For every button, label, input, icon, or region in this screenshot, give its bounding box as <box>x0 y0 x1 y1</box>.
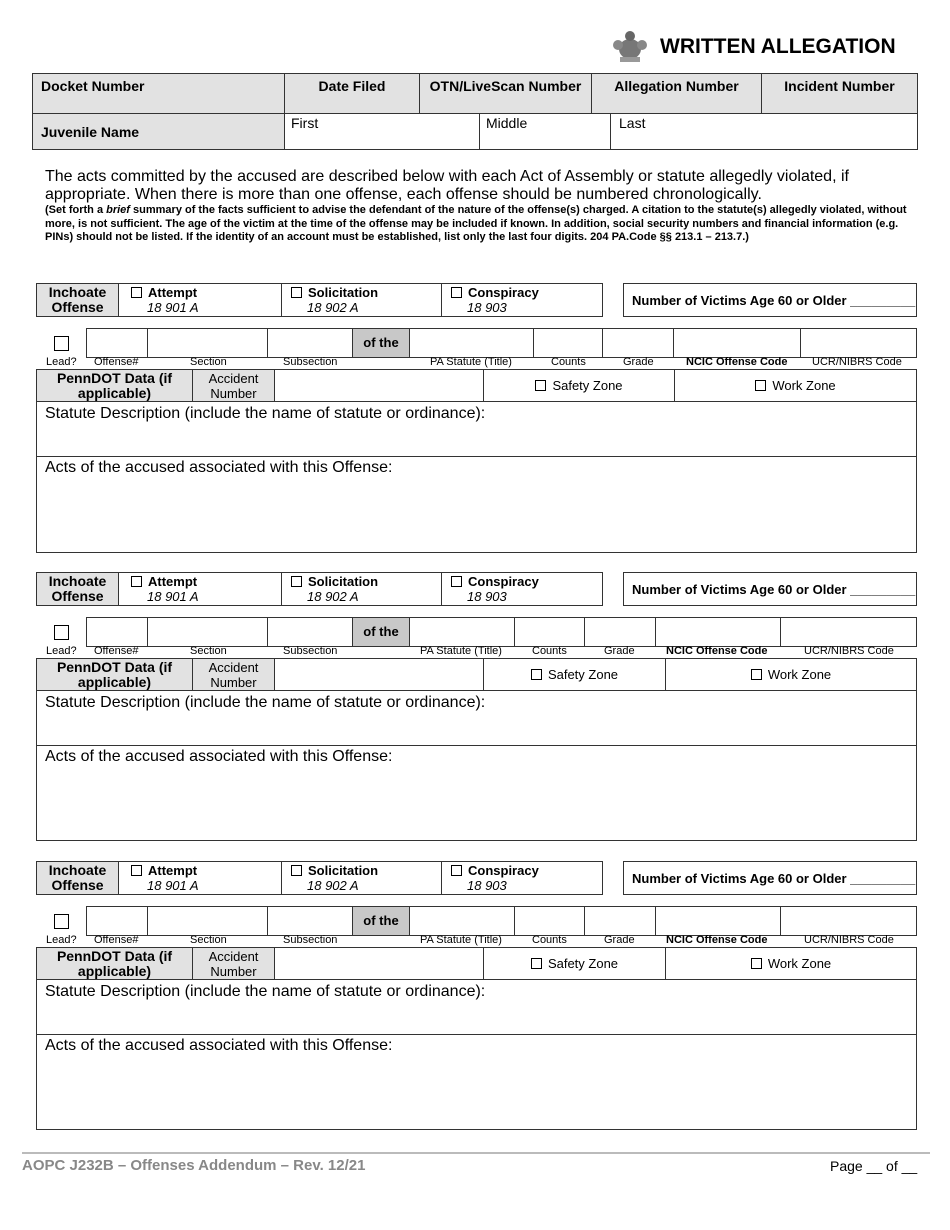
grade-input[interactable] <box>584 617 656 647</box>
victims-age-60-field[interactable]: Number of Victims Age 60 or Older _________ <box>623 861 917 895</box>
footer-divider <box>22 1152 930 1154</box>
form-title-text: WRITTEN ALLEGATION <box>660 35 896 58</box>
solicitation-option[interactable]: Solicitation 18 902 A <box>291 863 378 895</box>
safety-zone-checkbox[interactable] <box>531 669 542 680</box>
work-zone-checkbox[interactable] <box>751 669 762 680</box>
incident-number-field[interactable]: Incident Number <box>762 74 918 114</box>
ucr-nibrs-input[interactable] <box>780 906 917 936</box>
work-zone-option[interactable]: Work Zone <box>666 948 916 979</box>
juvenile-name-label: Juvenile Name <box>33 114 285 150</box>
lead-checkbox-cell[interactable] <box>36 617 86 647</box>
statute-description-box[interactable] <box>36 980 917 1035</box>
lead-checkbox[interactable] <box>54 336 69 351</box>
conspiracy-checkbox[interactable] <box>451 287 462 298</box>
statute-description-box[interactable] <box>36 691 917 746</box>
conspiracy-option[interactable]: Conspiracy 18 903 <box>451 285 539 317</box>
pennsylvania-seal-icon <box>610 29 650 65</box>
counts-input[interactable] <box>514 617 585 647</box>
attempt-checkbox[interactable] <box>131 865 142 876</box>
section-input[interactable] <box>147 617 268 647</box>
attempt-checkbox[interactable] <box>131 576 142 587</box>
accident-number-label: Accident Number <box>193 948 275 979</box>
solicitation-option[interactable]: Solicitation 18 902 A <box>291 574 378 606</box>
solicitation-checkbox[interactable] <box>291 287 302 298</box>
pa-statute-input[interactable] <box>409 906 515 936</box>
penndot-label: PennDOT Data (if applicable) <box>37 948 193 979</box>
statute-description-label: Statute Description (include the name of statute or ordinance): <box>45 694 486 711</box>
ucr-nibrs-input[interactable] <box>800 328 917 358</box>
safety-zone-option[interactable]: Safety Zone <box>484 370 675 401</box>
solicitation-option[interactable]: Solicitation 18 902 A <box>291 285 378 317</box>
offense-number-input[interactable] <box>86 617 148 647</box>
counts-input[interactable] <box>514 906 585 936</box>
pa-statute-input[interactable] <box>409 328 534 358</box>
offense-code-row <box>36 328 917 358</box>
accident-number-input[interactable] <box>275 370 484 401</box>
page-number: Page __ of __ <box>830 1158 918 1174</box>
section-input[interactable] <box>147 328 268 358</box>
work-zone-checkbox[interactable] <box>751 958 762 969</box>
case-info-table <box>32 73 918 150</box>
solicitation-checkbox[interactable] <box>291 865 302 876</box>
last-name-field[interactable]: Last <box>619 115 646 131</box>
acts-of-accused-box[interactable] <box>36 1034 917 1130</box>
ucr-nibrs-input[interactable] <box>780 617 917 647</box>
work-zone-option[interactable]: Work Zone <box>666 659 916 690</box>
section-input[interactable] <box>147 906 268 936</box>
form-identifier: AOPC J232B – Offenses Addendum – Rev. 12/21 <box>22 1157 366 1174</box>
offense-number-input[interactable] <box>86 328 148 358</box>
attempt-option[interactable]: Attempt 18 901 A <box>131 863 199 895</box>
work-zone-option[interactable]: Work Zone <box>675 370 916 401</box>
ncic-code-input[interactable] <box>655 617 781 647</box>
statute-description-label: Statute Description (include the name of statute or ordinance): <box>45 983 486 1000</box>
acts-of-accused-box[interactable] <box>36 456 917 553</box>
grade-input[interactable] <box>584 906 656 936</box>
of-the-label: of the <box>352 328 410 358</box>
date-filed-field[interactable]: Date Filed <box>285 74 420 114</box>
allegation-number-field[interactable]: Allegation Number <box>592 74 762 114</box>
of-the-label: of the <box>352 617 410 647</box>
attempt-checkbox[interactable] <box>131 287 142 298</box>
lead-checkbox-cell[interactable] <box>36 328 86 358</box>
pa-statute-input[interactable] <box>409 617 515 647</box>
juvenile-name-fields <box>285 114 918 150</box>
inchoate-offense-label: Inchoate Offense <box>37 284 119 316</box>
instructions-note: (Set forth a brief summary of the facts sufficient to advise the defendant of the nature of the offense(s) charged. A citation to the statute(s) allegedly violated, without more, is not sufficient. The age of the victim at the time of the offense may be included if known. In addition, social security numbers and financial information (e.g. PINs) should not be listed. If the identity of an account must be established, list only the last four digits. 204 PA.Code §§ 213.1 – 213.7.) <box>45 204 907 243</box>
conspiracy-checkbox[interactable] <box>451 576 462 587</box>
counts-input[interactable] <box>533 328 603 358</box>
safety-zone-option[interactable]: Safety Zone <box>484 948 666 979</box>
offense-code-row <box>36 906 917 936</box>
conspiracy-option[interactable]: Conspiracy 18 903 <box>451 574 539 606</box>
lead-checkbox-cell[interactable] <box>36 906 86 936</box>
offense-code-row <box>36 617 917 647</box>
docket-number-field[interactable]: Docket Number <box>33 74 285 114</box>
accident-number-input[interactable] <box>275 659 484 690</box>
work-zone-checkbox[interactable] <box>755 380 766 391</box>
instructions-text: The acts committed by the accused are described below with each Act of Assembly or statute allegedly violated, if appropriate. When there is more than one offense, each offense should be numbered chronologically. <box>45 168 849 203</box>
penndot-label: PennDOT Data (if applicable) <box>37 370 193 401</box>
statute-description-box[interactable] <box>36 402 917 457</box>
solicitation-checkbox[interactable] <box>291 576 302 587</box>
accident-number-label: Accident Number <box>193 370 275 401</box>
ncic-code-input[interactable] <box>673 328 801 358</box>
penndot-label: PennDOT Data (if applicable) <box>37 659 193 690</box>
form-title <box>610 22 896 72</box>
subsection-input[interactable] <box>267 328 353 358</box>
lead-checkbox[interactable] <box>54 625 69 640</box>
accident-number-label: Accident Number <box>193 659 275 690</box>
acts-of-accused-label: Acts of the accused associated with this Offense: <box>45 748 393 765</box>
safety-zone-checkbox[interactable] <box>531 958 542 969</box>
victims-age-60-field[interactable]: Number of Victims Age 60 or Older _________ <box>623 283 917 317</box>
acts-of-accused-label: Acts of the accused associated with this Offense: <box>45 459 393 476</box>
inchoate-offense-row <box>36 861 603 895</box>
offense-code-labels: Lead? Offense# Section Subsection PA Statute (Title) Counts Grade NCIC Offense Code UCR/NIBRS Code <box>46 934 894 946</box>
attempt-option[interactable]: Attempt 18 901 A <box>131 285 199 317</box>
offense-code-labels: Lead? Offense# Section Subsection PA Statute (Title) Counts Grade NCIC Offense Code UCR/NIBRS Code <box>46 645 894 657</box>
inchoate-offense-label: Inchoate Offense <box>37 862 119 894</box>
victims-age-60-field[interactable]: Number of Victims Age 60 or Older _________ <box>623 572 917 606</box>
safety-zone-checkbox[interactable] <box>535 380 546 391</box>
acts-of-accused-box[interactable] <box>36 745 917 841</box>
conspiracy-option[interactable]: Conspiracy 18 903 <box>451 863 539 895</box>
of-the-label: of the <box>352 906 410 936</box>
acts-of-accused-label: Acts of the accused associated with this Offense: <box>45 1037 393 1054</box>
middle-name-field[interactable]: Middle <box>480 114 611 149</box>
otn-field[interactable]: OTN/LiveScan Number <box>420 74 592 114</box>
penndot-row <box>36 658 917 691</box>
safety-zone-option[interactable]: Safety Zone <box>484 659 666 690</box>
grade-input[interactable] <box>602 328 674 358</box>
subsection-input[interactable] <box>267 617 353 647</box>
penndot-row <box>36 947 917 980</box>
offense-code-labels: Lead? Offense# Section Subsection PA Statute (Title) Counts Grade NCIC Offense Code UCR/NIBRS Code <box>46 356 902 368</box>
inchoate-offense-label: Inchoate Offense <box>37 573 119 605</box>
ncic-code-input[interactable] <box>655 906 781 936</box>
inchoate-offense-row <box>36 572 603 606</box>
subsection-input[interactable] <box>267 906 353 936</box>
first-name-field[interactable]: First <box>285 114 480 149</box>
accident-number-input[interactable] <box>275 948 484 979</box>
statute-description-label: Statute Description (include the name of statute or ordinance): <box>45 405 486 422</box>
penndot-row <box>36 369 917 402</box>
conspiracy-checkbox[interactable] <box>451 865 462 876</box>
inchoate-offense-row <box>36 283 603 317</box>
offense-number-input[interactable] <box>86 906 148 936</box>
lead-checkbox[interactable] <box>54 914 69 929</box>
attempt-option[interactable]: Attempt 18 901 A <box>131 574 199 606</box>
